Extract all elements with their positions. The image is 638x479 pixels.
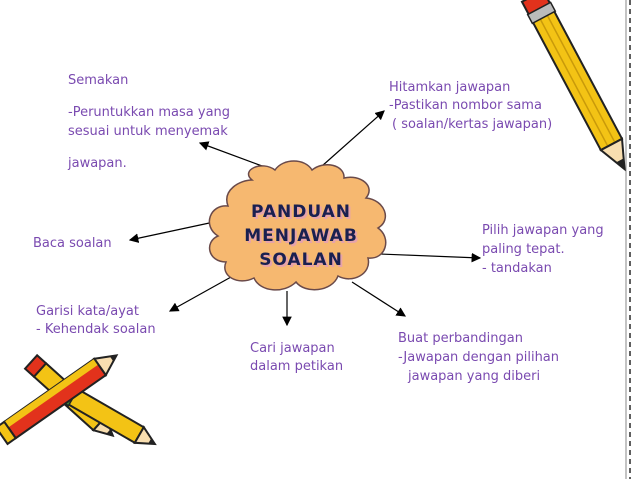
hitamkan-title: Hitamkan jawapan [389,80,511,95]
arrow-pilih [380,254,480,258]
pilih-line1: Pilih jawapan yang [482,223,604,238]
semakan-line1: -Peruntukkan masa yang [68,105,231,120]
garisi-title: Garisi kata/ayat [36,304,139,319]
pilih-line2: paling tepat. [482,242,565,257]
pilih-line3: - tandakan [482,261,552,276]
hitamkan-line2: ( soalan/kertas jawapan) [392,117,553,132]
arrow-hitamkan [322,111,384,166]
cari-line1: Cari jawapan [250,341,335,356]
baca-title: Baca soalan [33,236,112,251]
garisi-line1: - Kehendak soalan [36,322,156,337]
buat-line1: -Jawapan dengan pilihan [398,350,560,365]
arrow-buat [352,282,405,316]
semakan-line3: jawapan. [68,156,127,171]
pencil-icon [521,0,636,175]
hitamkan-line1: -Pastikan nombor sama [389,98,542,113]
buat-line2: jawapan yang diberi [408,369,541,384]
central-title [228,200,374,272]
arrow-garisi [170,272,240,311]
buat-title: Buat perbandingan [398,331,523,346]
page-border-stripe [626,0,630,479]
arrow-semakan [200,143,262,166]
semakan-title: Semakan [68,73,129,88]
central-title-line2: MENJAWAB [244,226,358,246]
semakan-line2: sesuai untuk menyemak [68,124,228,139]
cari-line2: dalam petikan [250,359,344,374]
central-title-line3: SOALAN [259,250,343,270]
central-title-line1: PANDUAN [250,202,352,222]
